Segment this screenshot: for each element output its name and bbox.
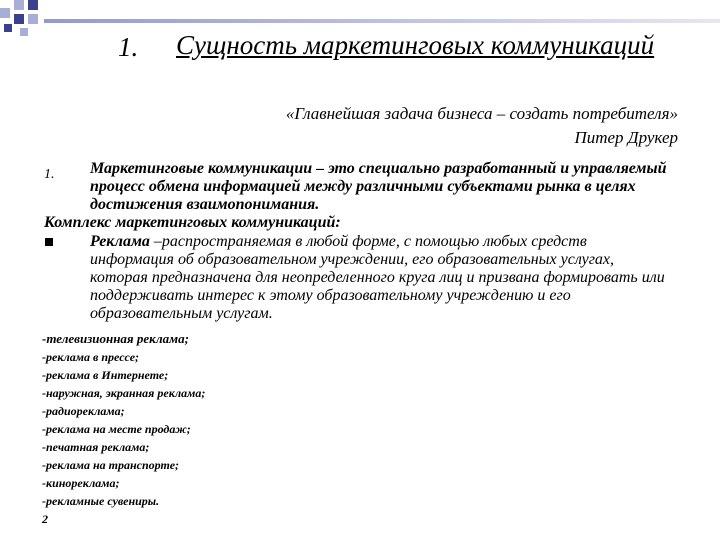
list-item: -печатная реклама; xyxy=(42,440,150,454)
definition-number: 1. xyxy=(44,167,55,182)
page-number: 2 xyxy=(42,512,48,526)
corner-square xyxy=(20,28,28,36)
advertising-types-list xyxy=(42,330,205,528)
list-item: -реклама в Интернете; xyxy=(42,368,169,382)
advertising-paragraph xyxy=(90,233,670,323)
list-item: -реклама на транспорте; xyxy=(42,458,180,472)
corner-square xyxy=(28,0,38,10)
list-item: -радиореклама; xyxy=(42,404,125,418)
definition-text: Маркетинговые коммуникации – это специально разработанный и управляемый процесс обмена информацией между различными субъектами рынка в целях достижения взаимопонимания. xyxy=(90,160,667,213)
square-bullet-icon xyxy=(45,238,53,246)
epigraph xyxy=(200,102,678,150)
quote-author: Питер Друкер xyxy=(574,128,678,147)
corner-square xyxy=(14,0,24,10)
header-rule xyxy=(44,19,720,23)
list-item: -реклама в прессе; xyxy=(42,350,140,364)
corner-square xyxy=(28,14,38,24)
list-item: -рекламные сувениры. xyxy=(42,494,160,508)
list-item: -наружная, экранная реклама; xyxy=(42,386,206,400)
list-item: -кинореклама; xyxy=(42,476,120,490)
page-title: Сущность маркетинговых коммуникаций xyxy=(176,30,655,60)
advertising-definition: –распространяемая в любой форме, с помощью любых средств информация об образовательном учреждении, его образовательных услугах, которая предназначена для неопределенного круга лиц и призвана формировать или поддерживать интерес к этому образовательному учреждению и его образовательным услугам. xyxy=(90,233,665,322)
corner-square xyxy=(14,14,24,24)
quote-text: «Главнейшая задача бизнеса – создать потребителя» xyxy=(285,104,678,123)
title-number: 1. xyxy=(118,32,139,62)
list-item: -реклама на месте продаж; xyxy=(42,422,191,436)
advertising-term: Реклама xyxy=(90,233,150,250)
list-item: -телевизионная реклама; xyxy=(42,331,189,346)
corner-square xyxy=(0,8,10,18)
complex-heading: Комплекс маркетинговых коммуникаций: xyxy=(44,214,341,231)
corner-square xyxy=(4,24,12,32)
